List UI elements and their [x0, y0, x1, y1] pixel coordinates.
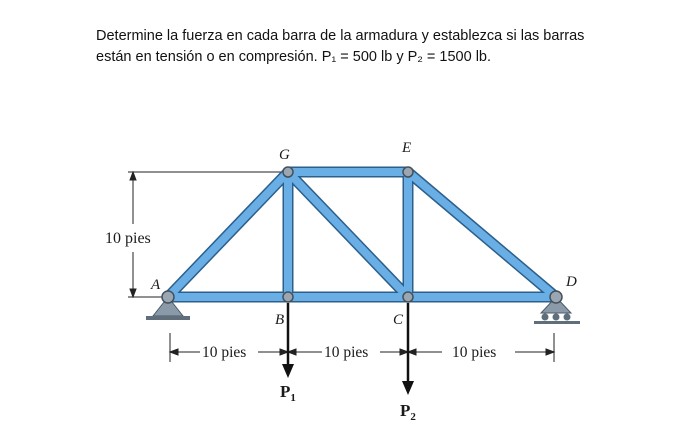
load-label-P2-letter: P — [400, 401, 411, 420]
roller-wheel-middle — [553, 314, 560, 321]
joint-label-D: D — [566, 274, 577, 290]
load-label-P2-subscript: 2 — [410, 411, 416, 423]
pin-C — [403, 292, 413, 302]
pin-E — [403, 167, 413, 177]
pin-A — [162, 291, 174, 303]
pin-G — [283, 167, 293, 177]
height-label: 10 pies — [105, 230, 151, 247]
joint-label-E: E — [402, 140, 412, 156]
roller-wheel-right — [564, 314, 571, 321]
height-dim-arrow-top — [130, 172, 136, 180]
problem-line-2: están en tensión o en compresión. P₁ = 500 lb y P₂ = 1500 lb. — [96, 49, 492, 65]
span-label-1: 10 pies — [202, 344, 247, 361]
problem-line-1: Determine la fuerza en cada barra de la armadura y establezca si las barras — [96, 28, 585, 44]
load-P1-arrowhead — [282, 364, 294, 378]
roller-wheel-left — [542, 314, 549, 321]
joint-label-C: C — [393, 312, 404, 328]
load-label-P2 — [400, 401, 416, 423]
load-P2-arrowhead — [402, 381, 414, 395]
pin-B — [283, 292, 293, 302]
load-P2 — [402, 303, 414, 395]
joint-label-A: A — [151, 277, 161, 293]
span-label-3: 10 pies — [452, 344, 497, 361]
roller-support-base — [534, 321, 580, 324]
member-AG-fill — [168, 172, 288, 297]
load-label-P1 — [280, 382, 296, 404]
span-arrow-3-right — [546, 349, 554, 355]
member-ED-fill — [408, 172, 556, 297]
member-GC-fill — [288, 172, 408, 297]
span-arrow-1-left — [170, 349, 178, 355]
pin-support-base — [146, 316, 190, 320]
joint-label-G: G — [279, 147, 290, 163]
joint-label-B: B — [275, 312, 285, 328]
load-label-P1-letter: P — [280, 382, 291, 401]
pin-D — [550, 291, 562, 303]
load-label-P1-subscript: 1 — [290, 392, 296, 404]
span-label-2: 10 pies — [324, 344, 369, 361]
truss-members-fill — [168, 172, 556, 297]
height-dim-arrow-bottom — [130, 289, 136, 297]
